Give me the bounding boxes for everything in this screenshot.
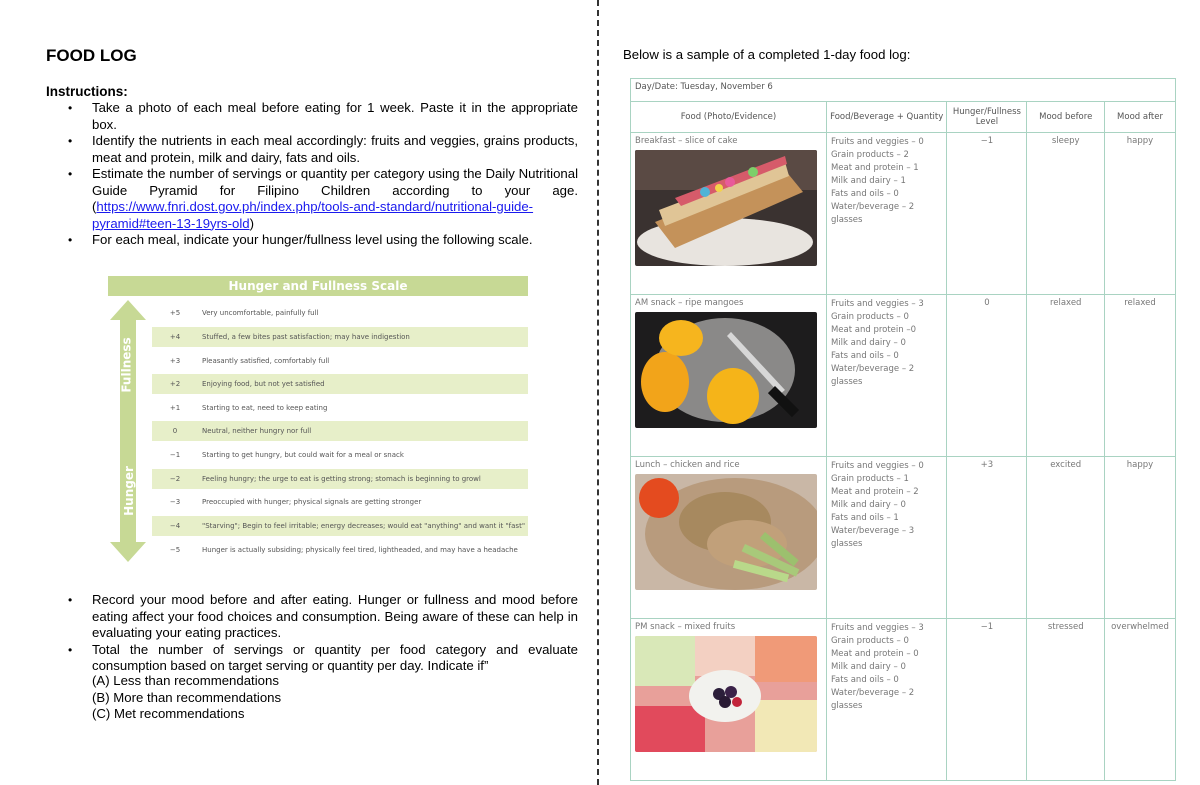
instructions-list-continued (46, 592, 578, 675)
mood-before-cell: excited (1027, 457, 1105, 619)
scale-row (152, 374, 528, 394)
quantity-line: Fruits and veggies – 3 (830, 623, 924, 633)
mixed-fruits-photo (635, 636, 817, 752)
scale-row (152, 327, 528, 347)
list-item: • Identify the nutrients in each meal accordingly: fruits and veggies, grains products, meat and protein, milk and dairy, fats and oils. (46, 133, 578, 166)
scale-description: Starting to eat, need to keep eating (202, 404, 328, 412)
meal-name: PM snack – mixed fruits (635, 622, 736, 632)
instructions-list (46, 100, 578, 249)
scale-row (152, 516, 528, 536)
evaluation-options (92, 673, 281, 723)
list-item-text: Estimate the number of servings or quantity per category using the Daily Nutritional Guide Pyramid for Filipino Children according to your age. (92, 166, 578, 198)
cake-photo (635, 150, 817, 266)
scale-description: Very uncomfortable, painfully full (202, 309, 319, 317)
nutritional-guide-link[interactable]: https://www.fnri.dost.gov.ph/index.php/tools-and-standard/nutritional-guide-pyramid#teen-13-19yrs-old (92, 199, 534, 231)
scale-row (152, 492, 528, 512)
scale-row (152, 303, 528, 323)
quantity-line: Fats and oils – 0 (830, 189, 899, 199)
meal-name: AM snack – ripe mangoes (635, 298, 744, 308)
scale-row (152, 351, 528, 371)
quantity-line: Grain products – 0 (830, 636, 909, 646)
quantity-line: Meat and protein – 2 (830, 487, 919, 497)
food-cell (631, 295, 827, 457)
scale-level: −1 (169, 451, 181, 459)
table-row (631, 133, 1176, 295)
scale-description: "Starving"; Begin to feel irritable; energy decreases; would eat "anything" and want it "fast" (202, 522, 526, 530)
scale-description: Enjoying food, but not yet satisfied (202, 380, 325, 388)
meal-name: Breakfast – slice of cake (635, 136, 738, 146)
quantity-line: Milk and dairy – 0 (830, 662, 906, 672)
day-date-cell: Day/Date: Tuesday, November 6 (631, 79, 1176, 102)
quantity-cell (826, 295, 947, 457)
scale-level: +3 (169, 357, 181, 365)
quantity-line: Milk and dairy – 0 (830, 500, 906, 510)
mood-after-cell: happy (1105, 457, 1176, 619)
quantity-line: Water/beverage – 2 glasses (830, 688, 915, 711)
quantity-line: Fruits and veggies – 0 (830, 461, 924, 471)
scale-level: +2 (169, 380, 181, 388)
column-header: Hunger/Fullness Level (947, 102, 1027, 133)
mood-after-cell: happy (1105, 133, 1176, 295)
scale-description: Neutral, neither hungry nor full (202, 427, 312, 435)
column-header: Food (Photo/Evidence) (631, 102, 827, 133)
quantity-line: Fats and oils – 0 (830, 675, 899, 685)
scale-description: Starting to get hungry, but could wait for a meal or snack (202, 451, 404, 459)
table-row (631, 619, 1176, 781)
mood-before-cell: relaxed (1027, 295, 1105, 457)
sample-food-log-table (630, 78, 1176, 781)
table-row (631, 295, 1176, 457)
scale-level: +4 (169, 333, 181, 341)
mango-photo (635, 312, 817, 428)
scale-level: 0 (172, 427, 178, 435)
quantity-line: Fats and oils – 1 (830, 513, 899, 523)
fullness-label: Fullness (119, 337, 134, 393)
scale-level: −4 (169, 522, 181, 530)
scale-description: Pleasantly satisfied, comfortably full (202, 357, 330, 365)
quantity-line: Water/beverage – 2 glasses (830, 364, 915, 387)
sample-heading: Below is a sample of a completed 1-day food log: (623, 47, 911, 62)
option-less: (A) Less than recommendations (92, 673, 279, 688)
quantity-line: Grain products – 1 (830, 474, 909, 484)
list-item: • Record your mood before and after eating. Hunger or fullness and mood before eating affect your food choices and consumption. Being aware of these can help in evaluating your eating practices. (46, 592, 578, 642)
quantity-line: Fats and oils – 0 (830, 351, 899, 361)
quantity-line: Water/beverage – 3 glasses (830, 526, 915, 549)
link-open-paren: ( (92, 199, 97, 214)
quantity-cell (826, 619, 947, 781)
column-header: Mood before (1027, 102, 1105, 133)
scale-description: Stuffed, a few bites past satisfaction; may have indigestion (202, 333, 410, 341)
scale-level: −5 (169, 546, 181, 554)
quantity-line: Fruits and veggies – 3 (830, 299, 924, 309)
mood-after-cell: overwhelmed (1105, 619, 1176, 781)
scale-row (152, 445, 528, 465)
scale-level: +1 (169, 404, 181, 412)
meal-name: Lunch – chicken and rice (635, 460, 740, 470)
food-log-instructions-page (0, 0, 597, 785)
quantity-line: Meat and protein – 1 (830, 163, 919, 173)
scale-level: +5 (169, 309, 181, 317)
hunger-level-cell: −1 (947, 133, 1027, 295)
hunger-label: Hunger (121, 466, 136, 516)
quantity-line: Meat and protein – 0 (830, 649, 919, 659)
scale-row (152, 540, 528, 560)
quantity-line: Milk and dairy – 1 (830, 176, 906, 186)
chicken-rice-photo (635, 474, 817, 590)
hunger-level-cell: 0 (947, 295, 1027, 457)
hunger-fullness-scale (108, 274, 528, 564)
hunger-level-cell: −1 (947, 619, 1027, 781)
food-cell (631, 457, 827, 619)
quantity-line: Water/beverage – 2 glasses (830, 202, 915, 225)
quantity-line: Grain products – 0 (830, 312, 909, 322)
link-close-paren: ) (249, 215, 254, 231)
list-item: • Take a photo of each meal before eating for 1 week. Paste it in the appropriate box. (46, 100, 578, 133)
mood-after-cell: relaxed (1105, 295, 1176, 457)
list-item: • Total the number of servings or quantity per food category and evaluate consumption based on target serving or quantity per day. Indicate if” (46, 642, 578, 675)
sample-food-log-page (600, 0, 1200, 785)
column-header: Food/Beverage + Quantity (826, 102, 947, 133)
list-item (46, 166, 578, 232)
quantity-line: Grain products – 2 (830, 150, 909, 160)
option-more: (B) More than recommendations (92, 689, 282, 705)
table-row (631, 457, 1176, 619)
scale-description: Hunger is actually subsiding; physically feel tired, lightheaded, and may have a headache (202, 546, 518, 554)
scale-row (152, 398, 528, 418)
option-met: (C) Met recommendations (92, 706, 245, 721)
list-item: • For each meal, indicate your hunger/fullness level using the following scale. (46, 232, 578, 249)
quantity-line: Milk and dairy – 0 (830, 338, 906, 348)
quantity-line: Meat and protein –0 (830, 325, 917, 335)
quantity-line: Fruits and veggies – 0 (830, 137, 924, 147)
mood-before-cell: sleepy (1027, 133, 1105, 295)
scale-description: Feeling hungry; the urge to eat is getting strong; stomach is beginning to growl (202, 475, 481, 483)
page-title: FOOD LOG (46, 46, 137, 65)
hunger-level-cell: +3 (947, 457, 1027, 619)
instructions-heading: Instructions: (46, 84, 128, 99)
quantity-cell (826, 457, 947, 619)
scale-level: −2 (169, 475, 181, 483)
page-divider (597, 0, 599, 785)
column-header: Mood after (1105, 102, 1176, 133)
food-cell (631, 133, 827, 295)
scale-title: Hunger and Fullness Scale (108, 276, 528, 296)
scale-description: Preoccupied with hunger; physical signals are getting stronger (202, 498, 422, 506)
scale-row (152, 469, 528, 489)
scale-level: −3 (169, 498, 181, 506)
scale-row (152, 421, 528, 441)
food-cell (631, 619, 827, 781)
mood-before-cell: stressed (1027, 619, 1105, 781)
quantity-cell (826, 133, 947, 295)
